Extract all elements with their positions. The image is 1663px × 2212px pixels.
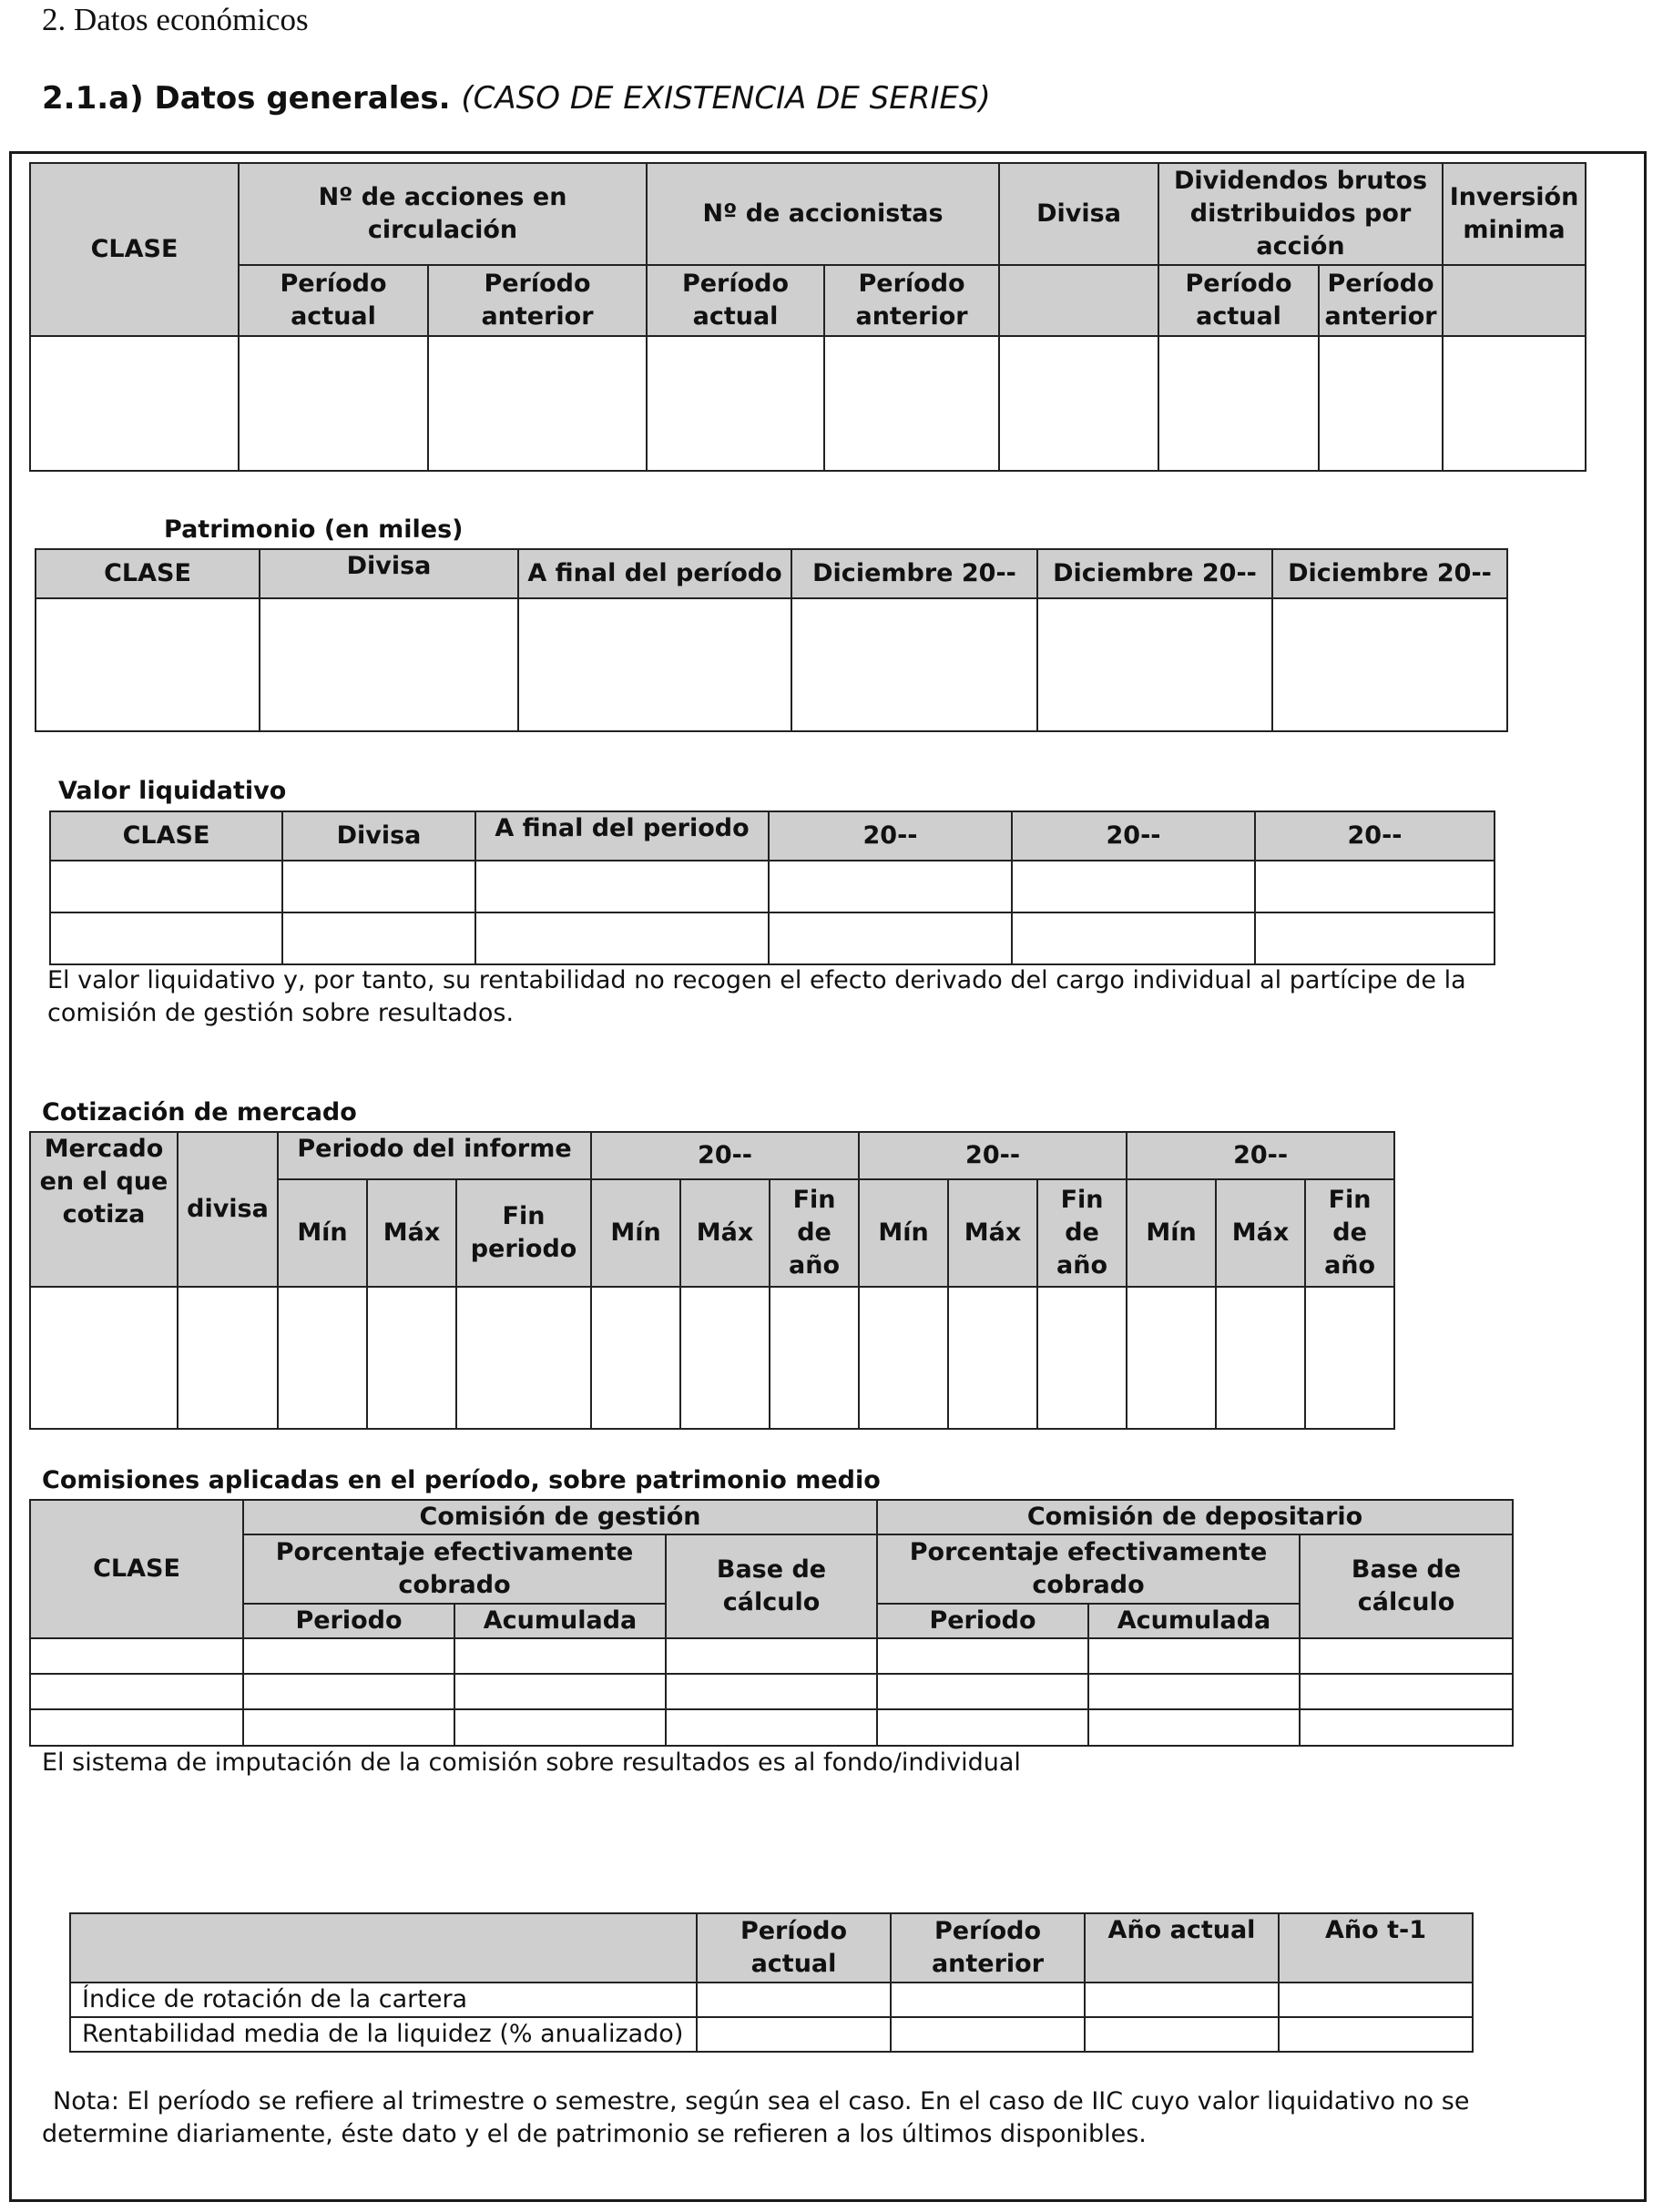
- data-cell[interactable]: [518, 598, 791, 731]
- data-cell[interactable]: [769, 861, 1012, 912]
- general-data-table: [29, 162, 1586, 472]
- data-cell[interactable]: [50, 861, 282, 912]
- data-cell[interactable]: [591, 1287, 680, 1429]
- valor-liquidativo-title: Valor liquidativo: [58, 777, 287, 805]
- divisa-header: divisa: [178, 1132, 278, 1287]
- data-cell[interactable]: [999, 336, 1158, 471]
- acciones-periodo-actual: Período actual: [239, 265, 428, 336]
- patrimonio-col: Divisa: [260, 549, 518, 598]
- acumulada-header: Acumulada: [1088, 1604, 1300, 1638]
- valor-col: Divisa: [282, 811, 475, 861]
- max-header: Máx: [680, 1179, 770, 1287]
- data-cell[interactable]: [697, 1983, 891, 2017]
- fin-anio-header: Fin de año: [770, 1179, 859, 1287]
- comisiones-table: [29, 1499, 1514, 1747]
- clase-header: CLASE: [30, 163, 239, 336]
- mercado-header: Mercado en el que cotiza: [30, 1132, 178, 1287]
- base-header: Base de cálculo: [1300, 1534, 1513, 1638]
- ratio-row-label: Rentabilidad media de la liquidez (% anualizado): [70, 2017, 697, 2052]
- data-cell[interactable]: [666, 1709, 877, 1746]
- data-cell[interactable]: [454, 1674, 666, 1709]
- divisa-header: Divisa: [999, 163, 1158, 265]
- data-cell[interactable]: [367, 1287, 456, 1429]
- data-cell[interactable]: [791, 598, 1037, 731]
- data-cell[interactable]: [243, 1674, 454, 1709]
- inversion-sub-header: [1443, 265, 1586, 336]
- min-header: Mín: [591, 1179, 680, 1287]
- patrimonio-col: Diciembre 20--: [1037, 549, 1272, 598]
- data-cell[interactable]: [1158, 336, 1319, 471]
- data-cell[interactable]: [1216, 1287, 1305, 1429]
- data-cell[interactable]: [859, 1287, 948, 1429]
- max-header: Máx: [948, 1179, 1037, 1287]
- gestion-header: Comisión de gestión: [243, 1500, 877, 1534]
- data-cell[interactable]: [1088, 1638, 1300, 1674]
- data-cell[interactable]: [456, 1287, 591, 1429]
- data-cell[interactable]: [282, 912, 475, 964]
- data-cell[interactable]: [454, 1638, 666, 1674]
- patrimonio-col: A final del período: [518, 549, 791, 598]
- periodo-header: Periodo: [877, 1604, 1088, 1638]
- comisiones-title: Comisiones aplicadas en el período, sobre patrimonio medio: [42, 1466, 881, 1494]
- patrimonio-col: Diciembre 20--: [791, 549, 1037, 598]
- year-header: 20--: [859, 1132, 1127, 1179]
- data-cell[interactable]: [948, 1287, 1037, 1429]
- periodo-informe-header: Periodo del informe: [278, 1132, 591, 1179]
- data-cell[interactable]: [891, 1983, 1085, 2017]
- section-heading: 2. Datos económicos: [42, 2, 309, 37]
- valor-liquidativo-table: [49, 810, 1495, 965]
- data-cell[interactable]: [1279, 1983, 1473, 2017]
- dividendos-periodo-actual: Período actual: [1158, 265, 1319, 336]
- data-cell[interactable]: [1300, 1638, 1513, 1674]
- porcentaje-header: Porcentaje efectivamente cobrado: [243, 1534, 666, 1604]
- data-cell[interactable]: [1279, 2017, 1473, 2052]
- data-cell[interactable]: [30, 1638, 243, 1674]
- valor-col: 20--: [1255, 811, 1495, 861]
- data-cell[interactable]: [30, 1287, 178, 1429]
- data-cell[interactable]: [769, 912, 1012, 964]
- dividendos-periodo-anterior: Período anterior: [1319, 265, 1443, 336]
- ratio-row-label: Índice de rotación de la cartera: [70, 1983, 697, 2017]
- cotizacion-title: Cotización de mercado: [42, 1098, 357, 1126]
- data-cell[interactable]: [1443, 336, 1586, 471]
- min-header: Mín: [1127, 1179, 1216, 1287]
- valor-col: A final del periodo: [475, 811, 769, 861]
- subsection-title: 2.1.a) Datos generales.: [42, 80, 451, 117]
- data-cell[interactable]: [454, 1709, 666, 1746]
- data-cell[interactable]: [1300, 1709, 1513, 1746]
- data-cell[interactable]: [178, 1287, 278, 1429]
- fin-anio-header: Fin de año: [1037, 1179, 1127, 1287]
- cotizacion-table: [29, 1131, 1395, 1430]
- data-cell[interactable]: [36, 598, 260, 731]
- footnote: Nota: El período se refiere al trimestre o semestre, según sea el caso. En el caso de IIC cuyo valor liquidativo no se determine diariamente, éste dato y el de patrimonio se refieren a los últimos disponibles.: [42, 2087, 1470, 2148]
- data-cell[interactable]: [428, 336, 647, 471]
- data-cell[interactable]: [1272, 598, 1507, 731]
- data-cell[interactable]: [1037, 1287, 1127, 1429]
- data-cell[interactable]: [30, 336, 239, 471]
- data-cell[interactable]: [1012, 861, 1255, 912]
- min-header: Mín: [859, 1179, 948, 1287]
- ratios-col: Período anterior: [891, 1913, 1085, 1983]
- data-cell[interactable]: [1319, 336, 1443, 471]
- data-cell[interactable]: [824, 336, 999, 471]
- max-header: Máx: [1216, 1179, 1305, 1287]
- year-header: 20--: [591, 1132, 859, 1179]
- data-cell[interactable]: [1255, 861, 1495, 912]
- clase-header: CLASE: [30, 1500, 243, 1638]
- acciones-header: Nº de acciones en circulación: [239, 163, 647, 265]
- accionistas-periodo-anterior: Período anterior: [824, 265, 999, 336]
- porcentaje-header: Porcentaje efectivamente cobrado: [877, 1534, 1300, 1604]
- base-header: Base de cálculo: [666, 1534, 877, 1638]
- max-header: Máx: [367, 1179, 456, 1287]
- divisa-sub-header: [999, 265, 1158, 336]
- data-cell[interactable]: [647, 336, 824, 471]
- patrimonio-title: Patrimonio (en miles): [164, 515, 464, 544]
- dividendos-header: Dividendos brutos distribuidos por acción: [1158, 163, 1443, 265]
- subsection-qualifier: (CASO DE EXISTENCIA DE SERIES): [461, 80, 991, 117]
- comisiones-note: El sistema de imputación de la comisión sobre resultados es al fondo/individual: [42, 1748, 1021, 1777]
- periodo-header: Periodo: [243, 1604, 454, 1638]
- valor-col: 20--: [769, 811, 1012, 861]
- ratios-table: [69, 1912, 1474, 2053]
- data-cell[interactable]: [666, 1674, 877, 1709]
- data-cell[interactable]: [260, 598, 518, 731]
- data-cell[interactable]: [1085, 1983, 1279, 2017]
- data-cell[interactable]: [243, 1709, 454, 1746]
- data-cell[interactable]: [1085, 2017, 1279, 2052]
- acciones-periodo-anterior: Período anterior: [428, 265, 647, 336]
- data-cell[interactable]: [1300, 1674, 1513, 1709]
- patrimonio-col: CLASE: [36, 549, 260, 598]
- data-cell[interactable]: [475, 861, 769, 912]
- valor-col: CLASE: [50, 811, 282, 861]
- data-cell[interactable]: [282, 861, 475, 912]
- ratios-col: Período actual: [697, 1913, 891, 1983]
- data-cell[interactable]: [1088, 1709, 1300, 1746]
- min-header: Mín: [278, 1179, 367, 1287]
- data-cell[interactable]: [697, 2017, 891, 2052]
- patrimonio-table: [35, 548, 1508, 732]
- data-cell[interactable]: [239, 336, 428, 471]
- ratios-col: Año t-1: [1279, 1913, 1473, 1983]
- data-cell[interactable]: [891, 2017, 1085, 2052]
- data-cell[interactable]: [1255, 912, 1495, 964]
- data-cell[interactable]: [1127, 1287, 1216, 1429]
- data-cell[interactable]: [475, 912, 769, 964]
- patrimonio-col: Diciembre 20--: [1272, 549, 1507, 598]
- fin-anio-header: Fin de año: [1305, 1179, 1394, 1287]
- data-cell[interactable]: [877, 1674, 1088, 1709]
- subsection-heading: [42, 80, 991, 117]
- inversion-header: Inversión minima: [1443, 163, 1586, 265]
- data-cell[interactable]: [1305, 1287, 1394, 1429]
- data-cell[interactable]: [1037, 598, 1272, 731]
- data-cell[interactable]: [30, 1709, 243, 1746]
- year-header: 20--: [1127, 1132, 1394, 1179]
- fin-periodo-header: Fin periodo: [456, 1179, 591, 1287]
- data-cell[interactable]: [243, 1638, 454, 1674]
- data-cell[interactable]: [30, 1674, 243, 1709]
- data-cell[interactable]: [278, 1287, 367, 1429]
- depositario-header: Comisión de depositario: [877, 1500, 1513, 1534]
- acumulada-header: Acumulada: [454, 1604, 666, 1638]
- ratios-col: Año actual: [1085, 1913, 1279, 1983]
- data-cell[interactable]: [50, 912, 282, 964]
- data-cell[interactable]: [877, 1709, 1088, 1746]
- data-cell[interactable]: [877, 1638, 1088, 1674]
- data-cell[interactable]: [770, 1287, 859, 1429]
- valor-liquidativo-note: El valor liquidativo y, por tanto, su rentabilidad no recogen el efecto derivado del cargo individual al partícipe de la comisión de gestión sobre resultados.: [47, 966, 1466, 1027]
- data-cell[interactable]: [1088, 1674, 1300, 1709]
- data-cell[interactable]: [666, 1638, 877, 1674]
- data-cell[interactable]: [1012, 912, 1255, 964]
- data-cell[interactable]: [680, 1287, 770, 1429]
- row-label-header: [70, 1913, 697, 1983]
- valor-col: 20--: [1012, 811, 1255, 861]
- accionistas-periodo-actual: Período actual: [647, 265, 824, 336]
- accionistas-header: Nº de accionistas: [647, 163, 999, 265]
